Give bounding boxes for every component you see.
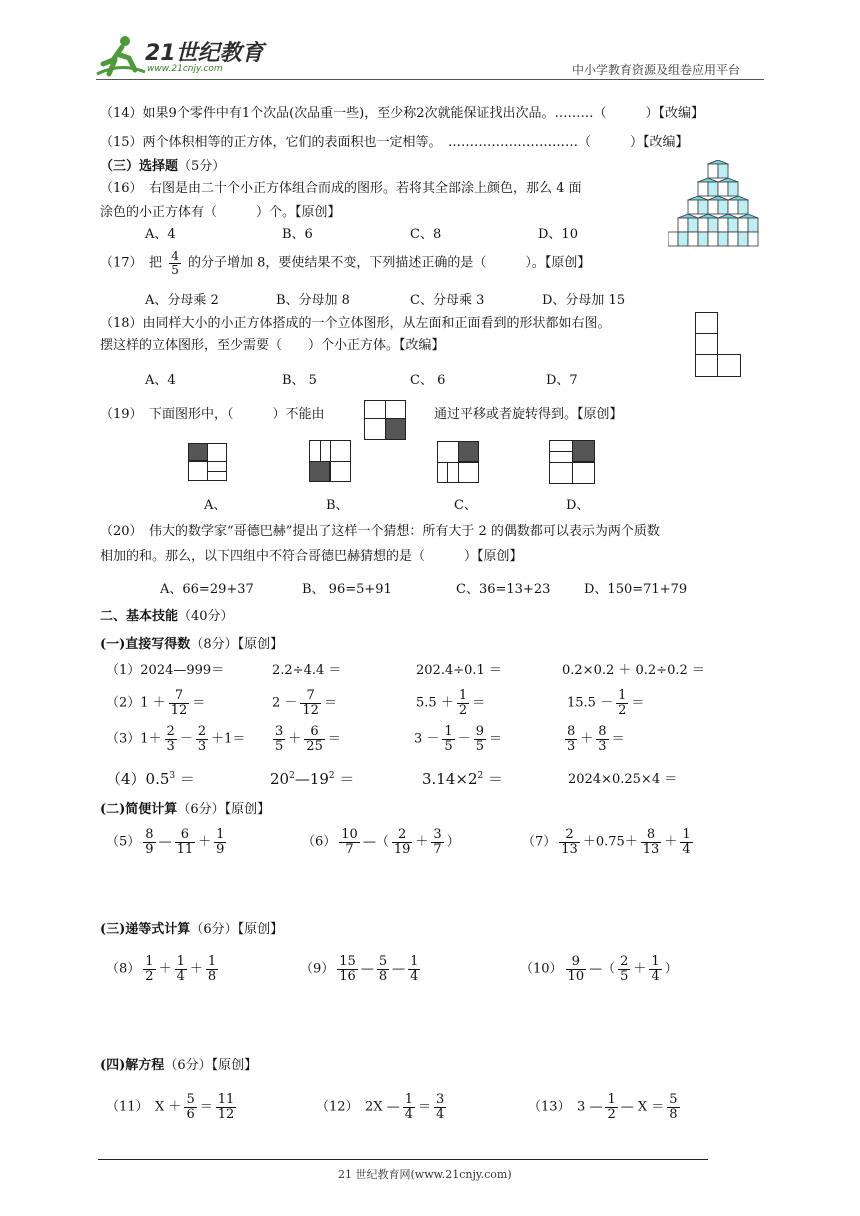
figure-shaded xyxy=(458,441,479,462)
s4-title: (四)解方程 xyxy=(100,1058,165,1073)
fraction: $\frac{2}{19}$ xyxy=(393,827,411,857)
footer-text: 21 世纪教育网(www.21cnjy.com) xyxy=(338,1168,512,1181)
fraction: $\frac{1}{2}$ xyxy=(145,954,154,984)
calc-2-2: 2 － $\frac{7}{12}$ ＝ xyxy=(272,688,337,718)
platform-name: 中小学教育资源及组卷应用平台 xyxy=(572,63,741,77)
q18-option-d: D、7 xyxy=(546,373,578,388)
fraction: $\frac{6}{11}$ xyxy=(176,827,194,857)
calc-2-4: 15.5 － $\frac{1}{2}$ ＝ xyxy=(567,688,645,718)
equation-13: （13） 3 — $\frac{1}{2}$ — X ＝ $\frac{5}{8}$ xyxy=(528,1092,678,1122)
view-cell xyxy=(717,354,741,377)
q17-denominator: 5 xyxy=(171,262,179,277)
fraction: $\frac{1}{4}$ xyxy=(651,954,660,984)
figure-line xyxy=(447,462,448,483)
figure-shaded xyxy=(572,440,595,462)
logo xyxy=(95,34,265,78)
view-cell xyxy=(695,354,718,377)
view-cell xyxy=(695,333,718,355)
q17-prefix: （17） 把 xyxy=(100,255,163,271)
fraction: $\frac{3}{4}$ xyxy=(436,1092,445,1122)
figure-shaded xyxy=(188,443,208,461)
question-18-line2: 摆这样的立体图形，至少需要（ ）个小正方体。【改编】 xyxy=(100,338,445,353)
q19-option-a: A、 xyxy=(204,498,227,513)
fraction: $\frac{2}{13}$ xyxy=(561,827,578,857)
q17-option-d: D、分母加 15 xyxy=(542,293,626,308)
calc-1-2: 2.2÷4.4 ＝ xyxy=(272,663,342,678)
fraction: $\frac{2}{3}$ xyxy=(166,724,175,754)
fraction: $\frac{8}{3}$ xyxy=(598,724,607,754)
simple-calc-7: （7） $\frac{2}{13}$ ＋0.75＋ $\frac{8}{13}$ ＋ $\frac{1}{4}$ xyxy=(522,827,691,857)
fraction: $\frac{2}{3}$ xyxy=(197,724,207,754)
q18-option-a: A、4 xyxy=(145,373,176,388)
subsection-2-title xyxy=(100,798,270,817)
question-19-a: （19） 下面图形中，（ ）不能由 xyxy=(100,407,325,422)
s3-title: (三)递等式计算 xyxy=(100,922,191,937)
q20-option-c: C、36=13+23 xyxy=(456,582,551,597)
subsection-3-title xyxy=(100,918,283,937)
fraction: $\frac{2}{5}$ xyxy=(620,954,629,984)
choice-title-text: （三）选择题 xyxy=(100,159,179,174)
figure-line xyxy=(207,443,208,481)
q19-option-d: D、 xyxy=(566,498,590,513)
fraction: $\frac{8}{3}$ xyxy=(567,724,576,754)
s3-score: （6分）【原创】 xyxy=(190,922,284,937)
fraction: $\frac{8}{9}$ xyxy=(145,827,154,857)
fraction: $\frac{5}{8}$ xyxy=(378,954,388,984)
q17-option-c: C、分母乘 3 xyxy=(410,293,485,308)
q16-option-c: C、8 xyxy=(410,227,442,242)
ref-shaded-square xyxy=(385,418,406,440)
q20-option-b: B、 96=5+91 xyxy=(302,582,392,597)
fraction: $\frac{1}{4}$ xyxy=(682,827,691,857)
s2-score: （6分）【原创】 xyxy=(177,802,271,817)
q16-option-a: A、4 xyxy=(145,227,176,242)
fraction: $\frac{1}{5}$ xyxy=(444,724,453,754)
q20-option-d: D、150=71+79 xyxy=(584,582,688,597)
fraction: $\frac{11}{12}$ xyxy=(217,1092,235,1122)
choice-score: （5分） xyxy=(178,159,226,174)
question-15: （15）两个体积相等的正方体，它们的表面积也一定相等。 …………………………（ ）【改编】 xyxy=(100,135,689,150)
question-14: （14）如果9个零件中有1个次品(次品重一些)，至少称2次就能保证找出次品。………（ ）【改编】 xyxy=(100,106,704,121)
fraction: $\frac{9}{10}$ xyxy=(567,954,585,984)
fraction: $\frac{3}{5}$ xyxy=(275,724,284,754)
step-calc-9: （9） $\frac{15}{16}$ — $\frac{5}{8}$ — $\frac{1}{4}$ xyxy=(300,954,419,984)
fraction: $\frac{5}{6}$ xyxy=(186,1092,195,1122)
fraction: $\frac{1}{2}$ xyxy=(607,1092,616,1122)
header-rule xyxy=(96,79,764,80)
question-18-line1: （18）由同样大小的小正方体搭成的一个立体图形，从左面和正面看到的形状都如右图。 xyxy=(100,316,611,331)
runner-logo-icon xyxy=(95,34,147,78)
figure-line xyxy=(188,461,227,462)
calc-4-1: $(4)0.5^3$ ＝ xyxy=(106,770,195,788)
fraction: $\frac{8}{13}$ xyxy=(642,827,660,857)
simple-calc-5: （5） $\frac{8}{9}$ — $\frac{6}{11}$ ＋ $\frac{1}{9}$ xyxy=(106,827,225,857)
q19-option-b: B、 xyxy=(326,498,349,513)
skills-title-text: 二、基本技能 xyxy=(100,609,179,624)
s2-title: (二)简便计算 xyxy=(100,802,178,817)
step-calc-10: （10） $\frac{9}{10}$ —（ $\frac{2}{5}$ ＋ $\frac{1}{4}$ ） xyxy=(520,954,678,984)
subsection-1-title xyxy=(100,633,283,652)
cube-pyramid-figure xyxy=(668,160,766,252)
figure-line xyxy=(207,471,227,472)
q19-option-c: C、 xyxy=(454,498,477,513)
calc-1-4: 0.2×0.2 ＋ 0.2÷0.2 ＝ xyxy=(562,663,705,678)
q17-numerator: 4 xyxy=(171,249,179,263)
question-17 xyxy=(100,250,590,276)
skills-title xyxy=(100,605,234,624)
fraction: $\frac{1}{9}$ xyxy=(216,827,225,857)
figure-shaded xyxy=(309,461,330,482)
q20-option-a: A、66=29+37 xyxy=(160,582,254,597)
figure-line xyxy=(320,440,321,461)
q16-option-d: D、10 xyxy=(538,227,578,242)
q17-fraction xyxy=(169,250,181,276)
s1-score: （8分）【原创】 xyxy=(190,637,284,652)
subsection-4-title xyxy=(100,1054,257,1073)
question-20-line1: （20） 伟大的数学家“哥德巴赫”提出了这样一个猜想：所有大于 2 的偶数都可以表示为两个质数 xyxy=(100,524,660,539)
equation-11: （11） X ＋ $\frac{5}{6}$ ＝ $\frac{11}{12}$ xyxy=(106,1092,235,1122)
question-20-line2: 相加的和。那么，以下四组中不符合哥德巴赫猜想的是（ ）【原创】 xyxy=(100,549,523,564)
q18-option-c: C、 6 xyxy=(410,373,446,388)
fraction: $\frac{1}{4}$ xyxy=(404,1092,413,1122)
fraction: $\frac{7}{12}$ xyxy=(170,688,188,718)
choice-title xyxy=(100,155,225,174)
footer-rule xyxy=(98,1159,708,1160)
q16-option-b: B、6 xyxy=(282,227,313,242)
logo-text: 21世纪教育 xyxy=(145,41,264,66)
view-cell xyxy=(695,312,718,334)
logo-url: www.21cnjy.com xyxy=(147,64,223,74)
calc-3-1: （3）1＋ $\frac{2}{3}$ － $\frac{2}{3}$ ＋1＝ xyxy=(106,724,246,754)
calc-2-1: （2）1 ＋ $\frac{7}{12}$ ＝ xyxy=(106,688,206,718)
fraction: $\frac{15}{16}$ xyxy=(339,954,356,984)
s1-title: (一)直接写得数 xyxy=(100,637,191,652)
fraction: $\frac{1}{4}$ xyxy=(176,954,185,984)
calc-4-3: $3.14\times 2^2$ ＝ xyxy=(422,770,504,788)
figure-line xyxy=(458,441,459,483)
skills-score: （40分） xyxy=(178,609,234,624)
calc-4-4: 2024×0.25×4 ＝ xyxy=(568,772,678,787)
simple-calc-6: （6） $\frac{10}{7}$ —（ $\frac{2}{19}$ ＋ $\frac{3}{7}$ ） xyxy=(302,827,460,857)
fraction: $\frac{9}{5}$ xyxy=(475,724,484,754)
calc-1-3: 202.4÷0.1 ＝ xyxy=(416,663,502,678)
calc-3-3: 3 － $\frac{1}{5}$ － $\frac{9}{5}$ ＝ xyxy=(414,724,502,754)
fraction: $\frac{1}{2}$ xyxy=(618,688,627,718)
calc-4-2: $20^2—19^2$ ＝ xyxy=(270,770,355,788)
q17-option-a: A、分母乘 2 xyxy=(145,293,219,308)
step-calc-8: （8） $\frac{1}{2}$ ＋ $\frac{1}{4}$ ＋ $\frac{1}{8}$ xyxy=(106,954,217,984)
fraction: $\frac{10}{7}$ xyxy=(341,827,358,857)
figure-line xyxy=(309,461,351,462)
fraction: $\frac{6}{25}$ xyxy=(306,724,323,754)
fraction: $\frac{1}{4}$ xyxy=(410,954,419,984)
calc-3-2: $\frac{3}{5}$ ＋ $\frac{6}{25}$ ＝ xyxy=(275,724,341,754)
s4-score: （6分）【原创】 xyxy=(164,1058,258,1073)
question-16-line2: 涂色的小正方体有（ ）个。【原创】 xyxy=(100,205,341,220)
question-16-line1: （16） 右图是由二十个小正方体组合而成的图形。若将其全部涂上颜色，那么 4 面 xyxy=(100,181,582,196)
figure-line xyxy=(549,451,572,452)
question-19-b: 通过平移或者旋转得到。【原创】 xyxy=(434,407,623,422)
fraction: $\frac{5}{8}$ xyxy=(669,1092,678,1122)
fraction: $\frac{7}{12}$ xyxy=(302,688,319,718)
figure-line xyxy=(549,462,595,463)
q17-option-b: B、分母加 8 xyxy=(276,293,350,308)
equation-12: （12） 2X — $\frac{1}{4}$ ＝ $\frac{3}{4}$ xyxy=(316,1092,445,1122)
fraction: $\frac{3}{7}$ xyxy=(433,827,442,857)
q17-suffix: 的分子增加 8，要使结果不变，下列描述正确的是（ ）。【原创】 xyxy=(187,255,591,271)
calc-3-4: $\frac{8}{3}$ ＋ $\frac{8}{3}$ ＝ xyxy=(567,724,625,754)
fraction: $\frac{1}{2}$ xyxy=(458,688,468,718)
fraction: $\frac{1}{8}$ xyxy=(207,954,217,984)
calc-1-1: （1）2024—999＝ xyxy=(106,663,225,678)
calc-2-3: 5.5 ＋ $\frac{1}{2}$ ＝ xyxy=(416,688,486,718)
q18-option-b: B、 5 xyxy=(282,373,317,388)
